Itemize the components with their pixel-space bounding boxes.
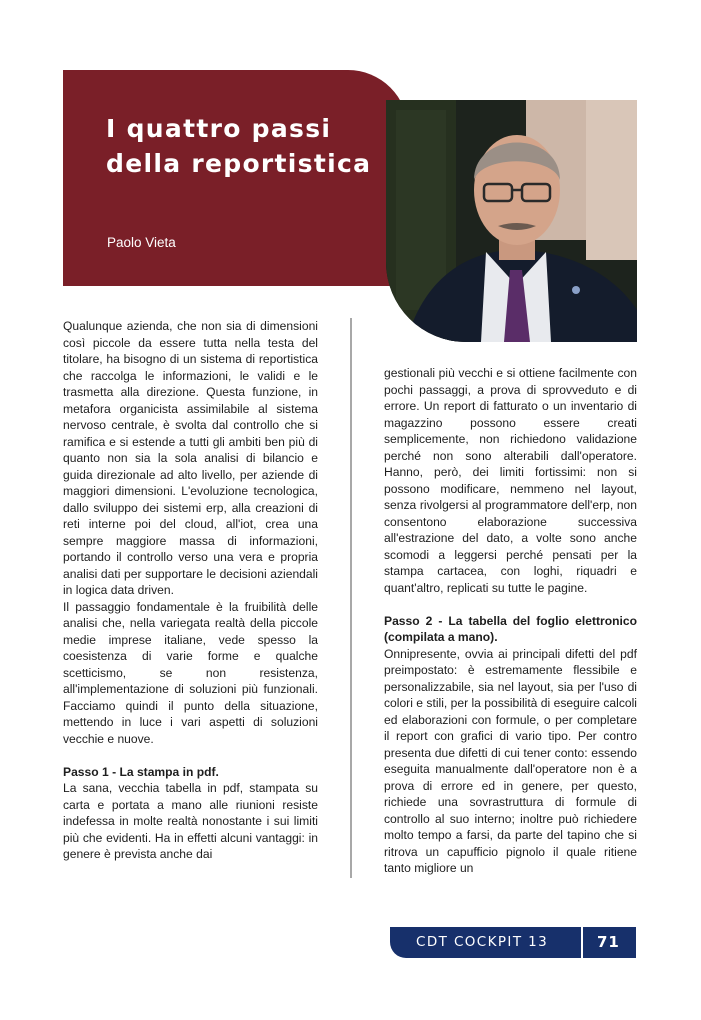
paragraph: Il passaggio fondamentale è la fruibilità delle analisi che, nella variegata realtà della piccole medie imprese italiane, vede spesso la coesistenza di varie forme e qualche scetticismo, se non resistenza, all'implementazione di soluzioni più funzionali. Facciamo quindi il punto della situazione, mettendo in luce i vari aspetti di soluzioni vecchie e nuove. xyxy=(63,599,318,746)
section-heading: Passo 2 - La tabella del foglio elettronico (compilata a mano). xyxy=(384,613,637,644)
section-heading: Passo 1 - La stampa in pdf. xyxy=(63,764,219,779)
paragraph: Qualunque azienda, che non sia di dimensioni così piccole da essere tutta nella testa del titolare, ha bisogno di un sistema di reportistica che raccolga le informazioni, le validi e le trasmetta alla direzione. Questa funzione, in metafora organicista assimilabile al sistema nervoso centrale, è svolta dal controllo che si ramifica e si estende a tutti gli ambiti ben più di quanto non sia la sola analisi di bilancio e guida direzionale ad alto livello, per aziende di maggiori dimensioni. L'evoluzione tecnologica, dallo sviluppo dei sistemi erp, alla creazioni di reti interne poi del cloud, all'iot, crea una sempre maggiore massa di informazioni, portando il controllo verso una vera e propria analisi dati per supportare le decisioni aziendali in logica data driven. xyxy=(63,319,318,597)
portrait-icon xyxy=(386,100,637,342)
author-photo xyxy=(386,100,637,342)
footer-separator xyxy=(581,927,583,958)
article-author: Paolo Vieta xyxy=(107,235,176,250)
paragraph: gestionali più vecchi e si ottiene facilmente con pochi passaggi, a prova di sprovveduto e di errore. Un report di fatturato o un inventario di magazzino possono essere creati semplicemente, non richiedono validazione perché non sono alterabili dall'operatore. Hanno, però, dei limiti fortissimi: non si possono modificare, nemmeno nel layout, senza rivolgersi al programmatore dell'erp, non consentono elaborazione successiva all'estrazione del dato, a volte sono anche scomodi a leggersi perché pensati per la stampa cartacea, con loghi, riquadri e quant'altro, replicati su tutte le pagine. xyxy=(384,366,637,595)
page-number: 71 xyxy=(597,933,620,951)
left-column xyxy=(63,318,318,863)
page-footer xyxy=(390,927,636,958)
magazine-name: CDT COCKPIT 13 xyxy=(416,934,549,950)
paragraph: Onnipresente, ovvia ai principali difetti del pdf preimpostato: è estremamente flessibile e personalizzabile, sia nel layout, sia per l'uso di colori e stili, per la possibilità di eseguire calcoli ed elaborazioni con formule, o per completare il report con grafici di vario tipo. Per contro presenta due difetti di cui tener conto: essendo eseguita manualmente dall'operatore non è a prova di errore ed in genere, per questo, richiede una sovrastruttura di formule di controllo al suo interno; inoltre può richiedere molto tempo a farsi, da parte del tapino che si ritrova un capufficio pignolo il quale ritiene tanto migliore un xyxy=(384,646,637,875)
column-divider xyxy=(350,318,352,878)
article-title: I quattro passi della reportistica xyxy=(106,114,372,178)
right-column xyxy=(384,365,637,877)
paragraph: La sana, vecchia tabella in pdf, stampata su carta e portata a mano alle riunioni resiste indefessa in molte realtà nonostante i sui limiti più che evidenti. Ha in effetti alcuni vantaggi: in genere è prevista anche dai xyxy=(63,781,318,861)
